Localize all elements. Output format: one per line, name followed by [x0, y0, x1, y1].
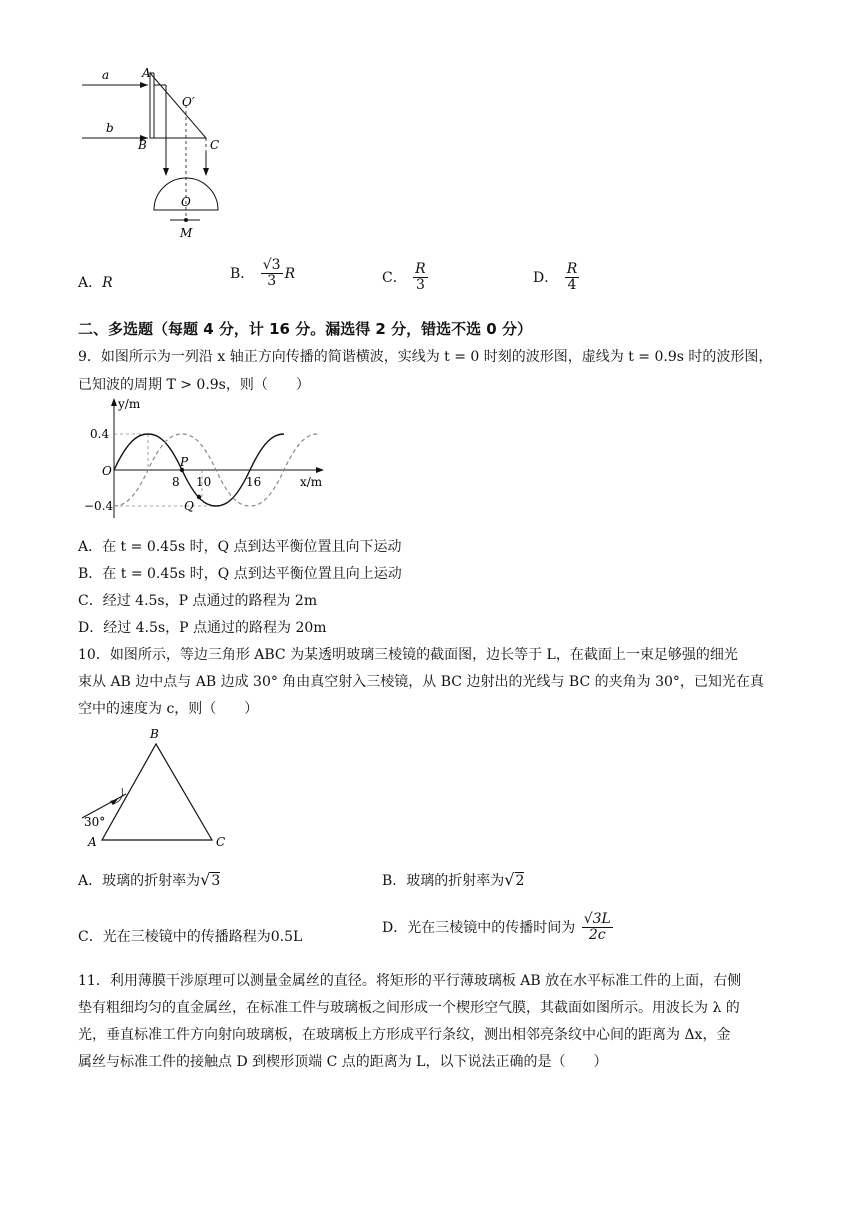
q10-option-c[interactable]: C．光在三棱镜中的传播路程为0.5L: [78, 929, 303, 945]
label-A: A: [142, 66, 151, 80]
q10-stem-line1: 10．如图所示，等边三角形 ABC 为某透明玻璃三棱镜的截面图，边长等于 L，在截面上一束足够强的细光: [78, 647, 738, 663]
point-Q-label: Q: [184, 499, 194, 513]
label-O: O: [181, 195, 191, 209]
q10-stem-line2: 束从 AB 边中点与 AB 边成 30° 角由真空射入三棱镜，从 BC 边射出的光线与 BC 的夹角为 30°，已知光在真: [78, 674, 764, 690]
q8-option-c[interactable]: C． $\frac{R}{3}$: [382, 261, 426, 294]
q11-stem-line3: 光，垂直标准工件方向射向玻璃板，在玻璃板上方形成平行条纹，测出相邻亮条纹中心间的距离为 Δx，金: [78, 1027, 731, 1043]
q10-stem-line3: 空中的速度为 c，则（ ）: [78, 701, 259, 717]
q11-stem-line2: 垫有粗细均匀的直金属丝，在标准工件与玻璃板之间形成一个楔形空气膜，其截面如图所示。用波长为 λ 的: [78, 1000, 740, 1016]
y-tick-bottom: −0.4: [84, 499, 114, 513]
q10-option-b[interactable]: B．玻璃的折射率为√2: [382, 870, 525, 889]
q9-stem-line2: 已知波的周期 T > 0.9s，则（ ）: [78, 377, 310, 393]
q9-stem-line1: 9．如图所示为一列沿 x 轴正方向传播的简谐横波，实线为 t = 0 时刻的波形图，虚线为 t = 0.9s 时的波形图，: [78, 349, 773, 365]
vertex-A-label: A: [88, 835, 97, 849]
q10-option-a[interactable]: A．玻璃的折射率为√3: [78, 870, 221, 889]
q8-option-b[interactable]: B． $\frac{√3}{3}$ R: [230, 257, 296, 290]
y-tick-top: 0.4: [90, 427, 110, 441]
label-M: M: [180, 226, 193, 240]
y-axis-label: y/m: [118, 397, 141, 411]
x-tick-10: 10: [196, 475, 212, 489]
label-B: B: [138, 138, 147, 152]
x-tick-8: 8: [172, 475, 180, 489]
x-axis-label: x/m: [300, 475, 323, 489]
fraction: $\frac{R}{4}$: [566, 261, 578, 294]
q9-option-d[interactable]: D．经过 4.5s，P 点通过的路程为 20m: [78, 620, 327, 636]
x-tick-16: 16: [246, 475, 262, 489]
origin-label: O: [102, 464, 112, 478]
q10-option-d[interactable]: D．光在三棱镜中的传播时间为 $\frac{√3L}{2c}$: [382, 911, 611, 944]
label-O-prime: O′: [182, 95, 195, 109]
q8-option-a[interactable]: A．R: [78, 275, 113, 291]
angle-label: 30°: [84, 815, 106, 829]
point-P-label: P: [180, 455, 189, 469]
q8-option-d[interactable]: D． $\frac{R}{4}$: [533, 261, 578, 294]
label-C: C: [210, 138, 220, 152]
section-title: 二、多选题（每题 4 分，计 16 分。漏选得 2 分，错选不选 0 分）: [78, 320, 532, 338]
fraction: $\frac{√3L}{2c}$: [583, 911, 611, 944]
vertex-B-label: B: [150, 727, 159, 741]
label-b: b: [106, 121, 114, 135]
figure-q10-triangle-prism: [78, 722, 238, 852]
q11-stem-line1: 11．利用薄膜干涉原理可以测量金属丝的直径。将矩形的平行薄玻璃板 AB 放在水平标准工件的上面，右侧: [78, 973, 742, 989]
label-a: a: [102, 68, 110, 82]
q9-option-c[interactable]: C．经过 4.5s，P 点通过的路程为 2m: [78, 593, 318, 609]
fraction: $\frac{R}{3}$: [415, 261, 426, 294]
figure-q8-prism-diagram: [78, 60, 248, 245]
q9-option-a[interactable]: A．在 t = 0.45s 时，Q 点到达平衡位置且向下运动: [78, 539, 402, 555]
fraction: $\frac{√3}{3}$: [262, 257, 281, 290]
q9-option-b[interactable]: B．在 t = 0.45s 时，Q 点到达平衡位置且向上运动: [78, 566, 402, 582]
figure-q9-wave-graph: [78, 396, 338, 526]
vertex-C-label: C: [216, 835, 226, 849]
q11-stem-line4: 属丝与标准工件的接触点 D 到楔形顶端 C 点的距离为 L，以下说法正确的是（ ）: [78, 1054, 608, 1070]
